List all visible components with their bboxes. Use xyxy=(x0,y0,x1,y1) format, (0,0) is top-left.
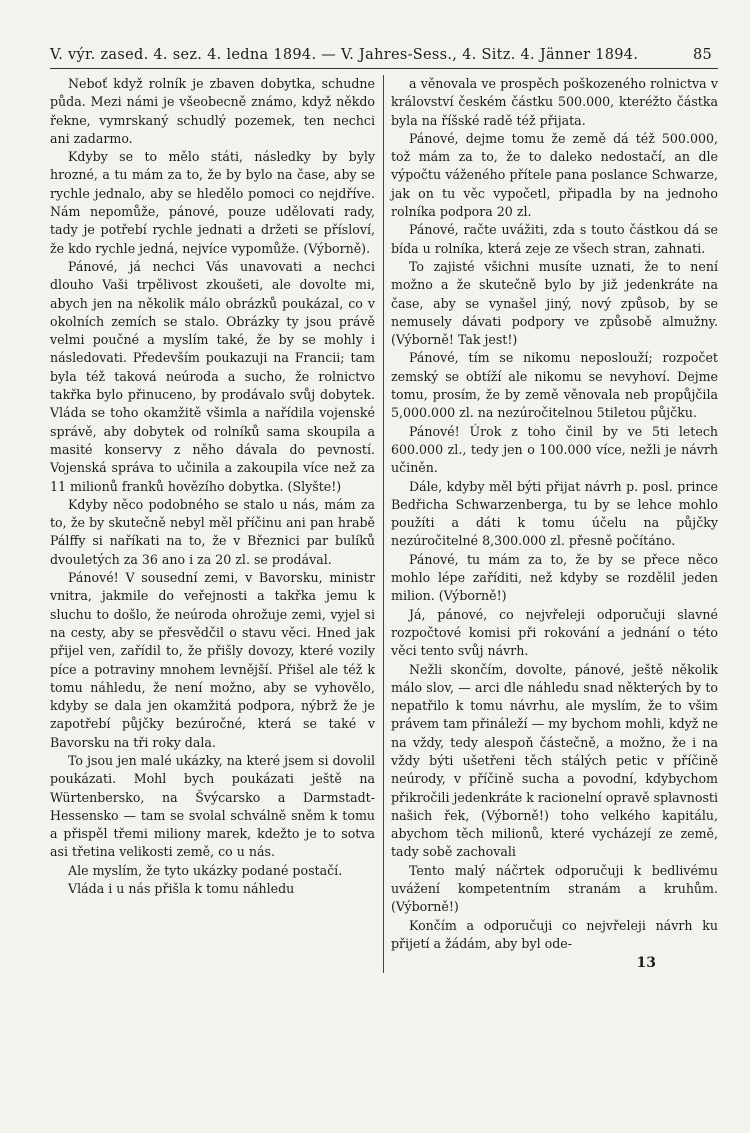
paragraph: Já, pánové, co nejvřeleji odporučuji slavné rozpočtové komisi při rokování a jednání o této věci tento svůj návrh. xyxy=(391,606,718,659)
paragraph: Končím a odporučuji co nejvřeleji návrh ku přijetí a žádám, aby byl ode- xyxy=(391,917,718,951)
paragraph: Pánové, dejme tomu že země dá též 500.000, tož mám za to, že to daleko nedostačí, an dle výpočtu váženého přítele pana poslance Schwarze, jak on tu věc vypočetl, připadla by na jednoho rolníka podpora 20 zl. xyxy=(391,130,718,220)
paragraph: Pánové! V sousední zemi, v Bavorsku, ministr vnitra, jakmile do veřejnosti a takřka jemu k sluchu to došlo, že neúroda ohrožuje zemi, vyjel si na cesty, aby se přesvědčil o stavu věci. Hned jak přijel ven, zařídil to, že přišly dovozy, které vozily píce a potraviny mnohem levnější. Přišel ale též k tomu náhledu, že není možno, aby se vyhovělo, kdyby se dala jen okamžitá podpora, nýbrž že je zapotřebí půjčky bezúročné, která se také v Bavorsku na tři roky dala. xyxy=(50,570,375,750)
paragraph: Kdyby se to mělo státi, následky by byly hrozné, a tu mám za to, že by bylo na čase, aby se rychle jednalo, aby se hledělo pomoci co nejdříve. Nám nepomůže, pánové, pouze udělovati rady, tady je potřebí rychle jednati a držeti se přísloví, že kdo rychle jedná, nejvíce vypomůže. (Výborně). xyxy=(50,149,375,256)
signature-mark: 13 xyxy=(636,955,656,972)
paragraph: Pánové, tu mám za to, že by se přece něco mohlo lépe zaříditi, než kdyby se rozdělil jeden milion. (Výborně!) xyxy=(391,551,718,604)
paragraph: a věnovala ve prospěch poškozeného rolnictva v království českém částku 500.000, kteréžto částka byla na říšské radě též přijata. xyxy=(391,76,718,128)
paragraph: Nežli skončím, dovolte, pánové, ještě několik málo slov, — arci dle náhledu snad některých by to nepatřilo k tomu návrhu, ale myslím, že to všim právem tam přináleží — my bychom mohli, když ne na vždy, tedy alespoň částečně, a možno, že i na vždy býti ušetřeni těch stálých petic v příčině neúrody, v příčině sucha a povodní, kdybychom přikročili jedenkráte k racionelní opravě splavnosti našich řek, (Výborně!) toho velkého kapitálu, abychom těch milionů, které vycházejí ze země, tady sobě zachovali xyxy=(391,661,718,860)
paragraph: Tento malý náčrtek odporučuji k bedlivému uvážení kompetentním stranám a kruhům. (Výborně!) xyxy=(391,862,718,915)
header-rule xyxy=(50,68,718,69)
paragraph: Neboť když rolník je zbaven dobytka, schudne půda. Mezi námi je všeobecně známo, když někdo řekne, vymrskaný schudlý pozemek, ten nechci ani zadarmo. xyxy=(50,76,375,146)
left-column xyxy=(50,75,384,973)
paragraph: To zajisté všichni musíte uznati, že to není možno a že skutečně bylo by již jedenkráte na čase, aby se vynašel jiný, nový způsob, by se nemusely dávati podpory ve způsobě almužny. (Výborně! Tak jest!) xyxy=(391,258,718,348)
paragraph: Kdyby něco podobného se stalo u nás, mám za to, že by skutečně nebyl měl příčinu ani pan hrabě Pálffy si naříkati na to, že v Březnici par bulíků dvouletých za 36 ano i za 20 zl. se prodával. xyxy=(50,496,375,567)
paragraph: Pánové, račte uvážiti, zda s touto částkou dá se bída u rolníka, která zeje ze všech stran, zahnati. xyxy=(391,222,718,256)
paragraph: To jsou jen malé ukázky, na které jsem si dovolil poukázati. Mohl bych poukázati ještě na Würtenbersko, na Švýcarsko a Darmstadt-Hessensko — tam se svolal schválně sněm k tomu a přispěl třemi miliony marek, kdežto je to sotva asi třetina velikosti země, co u nás. xyxy=(50,752,375,860)
text-columns xyxy=(50,75,718,973)
running-header xyxy=(50,44,718,66)
header-title: V. výr. zased. 4. sez. 4. ledna 1894. — V. Jahres-Sess., 4. Sitz. 4. Jänner 1894. xyxy=(50,47,639,63)
paragraph: Ale myslím, že tyto ukázky podané postačí. xyxy=(68,862,343,878)
paragraph: Dále, kdyby měl býti přijat návrh p. posl. prince Bedřicha Schwarzenberga, tu by se lehce mohlo použíti a dáti k tomu účelu na půjčky nezúročitelné 8,300.000 zl. přesně počítáno. xyxy=(391,478,718,549)
right-column xyxy=(384,75,718,973)
paragraph: Pánové, tím se nikomu neposlouží; rozpočet zemský se obtíží ale nikomu se nevyhoví. Dejme tomu, prosím, že by země věnovala neb propůjčila 5,000.000 zl. na nezúročitelnou 5tiletou půjčku. xyxy=(391,350,718,421)
paragraph: Pánové! Úrok z toho činil by ve 5ti letech 600.000 zl., tedy jen o 100.000 více, nežli je návrh učiněn. xyxy=(391,423,718,476)
page-number: 85 xyxy=(692,47,712,63)
paragraph: Pánové, já nechci Vás unavovati a nechci dlouho Vaši trpělivost zkoušeti, ale dovolte mi, abych jen na několik málo obrázků poukázal, co v okolních zemích se stalo. Obrázky ty jsou právě velmi poučné a myslím také, že by se mohly i následovati. Především poukazuji na Francii; tam byla též taková neúroda a sucho, že rolnictvo takřka bylo přinuceno, by prodávalo svůj dobytek. Vláda se toho okamžitě všimla a nařídila vojenské správě, aby dobytek od rolníků sama skoupila a masité konservy z něho dávala do pevností. Vojenská správa to učinila a zakoupila více než za 11 milionů franků hovězího dobytka. (Slyšte!) xyxy=(50,258,375,494)
paragraph: Vláda i u nás přišla k tomu náhledu xyxy=(68,881,295,897)
